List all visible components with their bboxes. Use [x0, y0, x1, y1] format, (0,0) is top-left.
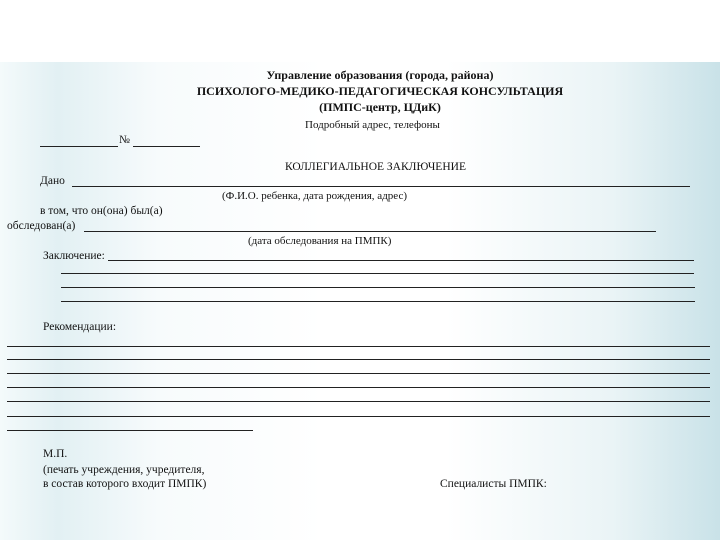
- header-address: Подробный адрес, телефоны: [305, 119, 440, 131]
- given-line: [72, 186, 690, 187]
- header-department: Управление образования (города, района): [266, 68, 494, 82]
- examined-label: обследован(а): [7, 220, 76, 232]
- stamp-note-1: (печать учреждения, учредителя,: [43, 464, 205, 476]
- recommendations-label: Рекомендации:: [43, 321, 117, 333]
- recommendation-line: [7, 359, 710, 360]
- conclusion-line: [108, 260, 694, 261]
- conclusion-line: [61, 273, 694, 274]
- date-line: [40, 146, 118, 147]
- number-sign: №: [119, 134, 130, 146]
- given-label: Дано: [40, 175, 65, 187]
- recommendation-line: [7, 416, 710, 417]
- that-label: в том, что он(она) был(а): [40, 205, 163, 217]
- header-consultation: ПСИХОЛОГО-МЕДИКО-ПЕДАГОГИЧЕСКАЯ КОНСУЛЬТАЦИЯ: [196, 84, 564, 98]
- stamp-label: М.П.: [43, 448, 68, 460]
- recommendation-line: [7, 430, 253, 431]
- header-center: (ПМПС-центр, ЦДиК): [319, 100, 441, 114]
- recommendation-line: [7, 387, 710, 388]
- recommendation-line: [7, 373, 710, 374]
- conclusion-line: [61, 301, 695, 302]
- number-line: [133, 146, 200, 147]
- conclusion-line: [61, 287, 695, 288]
- examined-hint: (дата обследования на ПМПК): [248, 235, 392, 247]
- examined-line: [84, 231, 656, 232]
- stamp-note-2: в состав которого входит ПМПК): [43, 478, 207, 490]
- conclusion-label: Заключение:: [43, 250, 105, 262]
- document-title: КОЛЛЕГИАЛЬНОЕ ЗАКЛЮЧЕНИЕ: [285, 161, 466, 173]
- recommendation-line: [7, 401, 710, 402]
- specialists-label: Специалисты ПМПК:: [440, 478, 547, 490]
- recommendation-line: [7, 346, 710, 347]
- given-hint: (Ф.И.О. ребенка, дата рождения, адрес): [222, 190, 407, 202]
